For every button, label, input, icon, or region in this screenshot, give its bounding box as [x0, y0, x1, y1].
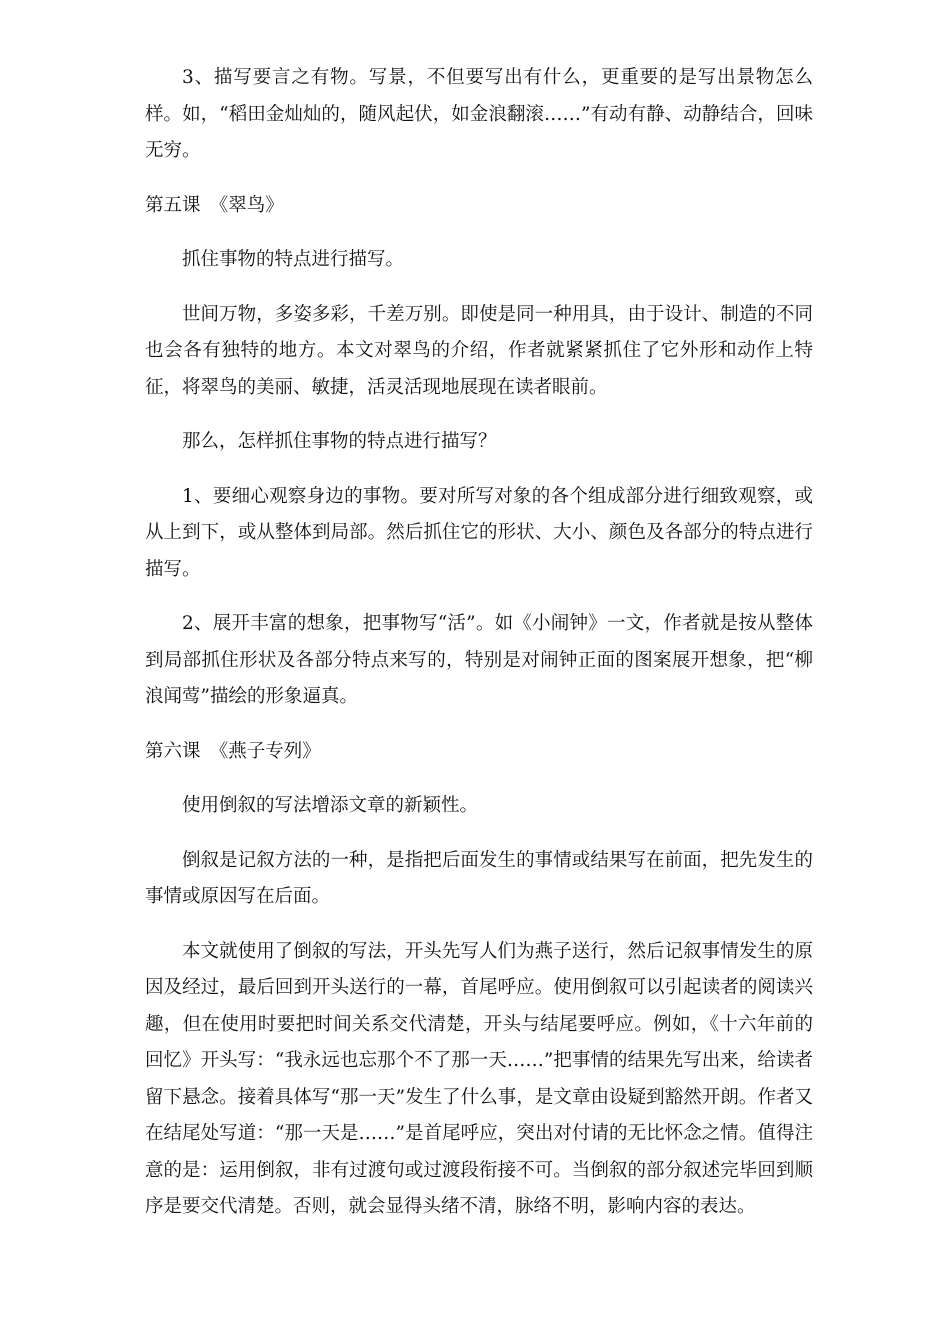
paragraph-lesson-six-example: 本文就使用了倒叙的写法，开头先写人们为燕子送行，然后记叙事情发生的原因及经过，最后回到开头送行的一幕，首尾呼应。使用倒叙可以引起读者的阅读兴趣，但在使用时要把时间关系交代清楚，开头与结尾要呼应。例如，《十六年前的回忆》开头写：“我永远也忘那个不了那一天……”把事情的结果先写出来，给读者留下悬念。接着具体写“那一天”发生了什么事，是文章由设疑到豁然开朗。作者又在结尾处写道：“那一天是……”是首尾呼应，突出对付请的无比怀念之情。值得注意的是：运用倒叙，非有过渡句或过渡段衔接不可。当倒叙的部分叙述完毕回到顺序是要交代清楚。否则，就会显得头绪不清，脉络不明，影响内容的表达。 — [145, 940, 813, 1217]
document-body — [145, 60, 813, 1226]
paragraph-lesson-five-point-one: 1、要细心观察身边的事物。要对所写对象的各个组成部分进行细致观察，或从上到下，或从整体到局部。然后抓住它的形状、大小、颜色及各部分的特点进行描写。 — [145, 485, 813, 580]
lesson-six-heading: 第六课 《燕子专列》 — [145, 740, 321, 762]
paragraph-lesson-five-topic: 抓住事物的特点进行描写。 — [182, 249, 405, 270]
paragraph-lesson-six-definition: 倒叙是记叙方法的一种，是指把后面发生的事情或结果写在前面，把先发生的事情或原因写在后面。 — [145, 849, 813, 907]
lesson-five-heading: 第五课 《翠鸟》 — [145, 194, 284, 216]
paragraph-lesson-six-topic: 使用倒叙的写法增添文章的新颖性。 — [182, 795, 479, 816]
paragraph-lesson-five-point-two: 2、展开丰富的想象，把事物写“活”。如《小闹钟》一文，作者就是按从整体到局部抓住形状及各部分特点来写的，特别是对闹钟正面的图案展开想象，把“柳浪闻莺”描绘的形象逼真。 — [145, 613, 813, 707]
paragraph-lesson-five-intro: 世间万物，多姿多彩，千差万别。即使是同一种用具，由于设计、制造的不同也会各有独特的地方。本文对翠鸟的介绍，作者就紧紧抓住了它外形和动作上特征，将翠鸟的美丽、敏捷，活灵活现地展现在读者眼前。 — [145, 303, 813, 398]
paragraph-lesson-five-question: 那么，怎样抓住事物的特点进行描写？ — [182, 431, 497, 452]
paragraph-descriptive-substance: 3、描写要言之有物。写景，不但要写出有什么，更重要的是写出景物怎么样。如，“稻田金灿灿的，随风起伏，如金浪翻滚……”有动有静、动静结合，回味无穷。 — [145, 67, 813, 161]
